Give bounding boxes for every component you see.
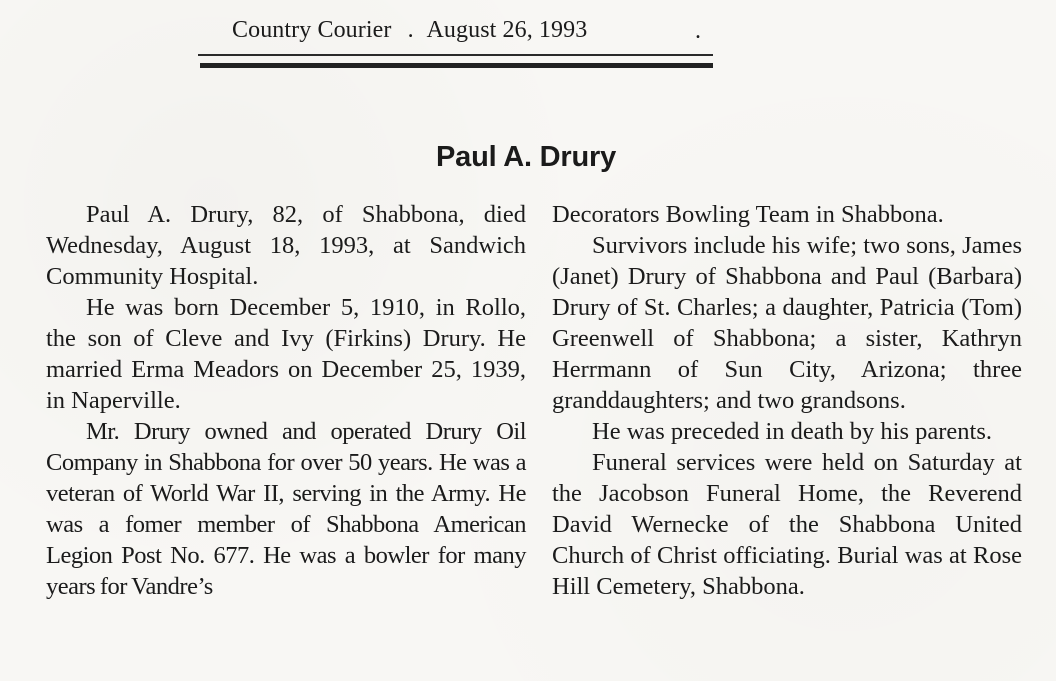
left-column (46, 199, 526, 602)
article-paragraph: Decorators Bowling Team in Shabbona. (552, 201, 944, 228)
article-paragraph: Funeral services were held on Saturday at the Jacobson Funeral Home, the Reverend David Wernecke of the Shabbona United Church of Christ officiating. Burial was at Rose Hill Cemetery, Shabbona. (552, 449, 1022, 600)
obituary-headline: Paul A. Drury (436, 141, 617, 173)
masthead-line (232, 18, 587, 42)
article-paragraph: Mr. Drury owned and operated Drury Oil Company in Shabbona for over 50 years. He was a veteran of World War II, serving in the Army. He was a fomer member of Shabbona American Legion Post No. 677. He was a bowler for many years for Vandre’s (46, 418, 526, 600)
masthead (198, 8, 713, 70)
article-paragraph: Paul A. Drury, 82, of Shabbona, died Wednesday, August 18, 1993, at Sandwich Community Hospital. (46, 201, 526, 290)
article-paragraph: He was born December 5, 1910, in Rollo, the son of Cleve and Ivy (Firkins) Drury. He married Erma Meadors on December 25, 1939, in Naperville. (46, 294, 526, 414)
masthead-trailing-mark: . (695, 18, 701, 44)
article-paragraph: He was preceded in death by his parents. (592, 418, 993, 445)
publication-name: Country Courier (232, 17, 392, 43)
masthead-separator: . (407, 17, 414, 43)
publication-date: August 26, 1993 (426, 17, 588, 43)
article-paragraph: Survivors include his wife; two sons, James (Janet) Drury of Shabbona and Paul (Barbara) Drury of St. Charles; a daughter, Patricia (Tom) Greenwell of Shabbona; a sister, Kathryn Herrmann of Sun City, Arizona; three granddaughters; and two grandsons. (552, 232, 1022, 414)
masthead-thin-rule (198, 54, 713, 56)
masthead-thick-rule (200, 63, 713, 68)
right-column (552, 199, 1022, 602)
